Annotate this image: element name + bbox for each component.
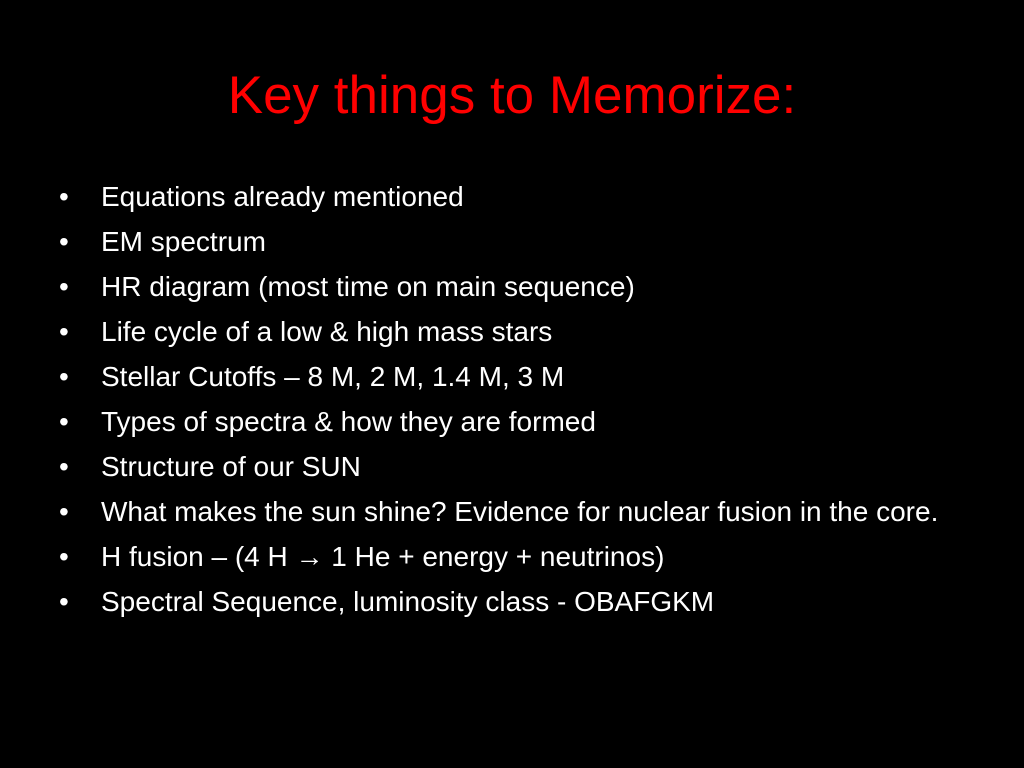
bullet-marker: • (59, 181, 69, 212)
bullet-marker: • (59, 361, 69, 392)
bullet-text: Structure of our SUN (101, 451, 361, 482)
bullet-text: HR diagram (most time on main sequence) (101, 271, 635, 302)
bullet-item (56, 270, 976, 303)
bullet-text: Life cycle of a low & high mass stars (101, 316, 553, 347)
bullet-item (56, 315, 976, 348)
bullet-marker: • (59, 271, 69, 302)
bullet-marker: • (59, 406, 69, 437)
bullet-marker: • (59, 541, 69, 572)
bullet-item (56, 585, 976, 618)
bullet-marker: • (59, 451, 69, 482)
bullet-text: Spectral Sequence, luminosity class - OBAFGKM (101, 586, 715, 617)
bullet-text: What makes the sun shine? Evidence for nuclear fusion in the core. (101, 496, 939, 527)
bullet-item (56, 360, 976, 393)
bullet-marker: • (59, 496, 69, 527)
bullet-marker: • (59, 226, 69, 257)
bullet-marker: • (59, 316, 69, 347)
bullet-marker: • (59, 586, 69, 617)
bullet-item (56, 225, 976, 258)
bullet-item (56, 405, 976, 438)
bullet-item (56, 495, 976, 528)
bullet-text: Stellar Cutoffs – 8 M, 2 M, 1.4 M, 3 M (101, 361, 565, 392)
bullet-text: H fusion – (4 H → 1 He + energy + neutrinos) (101, 541, 665, 572)
bullet-text: Types of spectra & how they are formed (101, 406, 596, 437)
bullet-item (56, 450, 976, 483)
bullet-item (56, 540, 976, 573)
bullet-text: EM spectrum (101, 226, 266, 257)
bullet-text: Equations already mentioned (101, 181, 464, 212)
bullet-item (56, 180, 976, 213)
slide-title: Key things to Memorize: (227, 66, 797, 125)
bullet-list (56, 180, 976, 630)
